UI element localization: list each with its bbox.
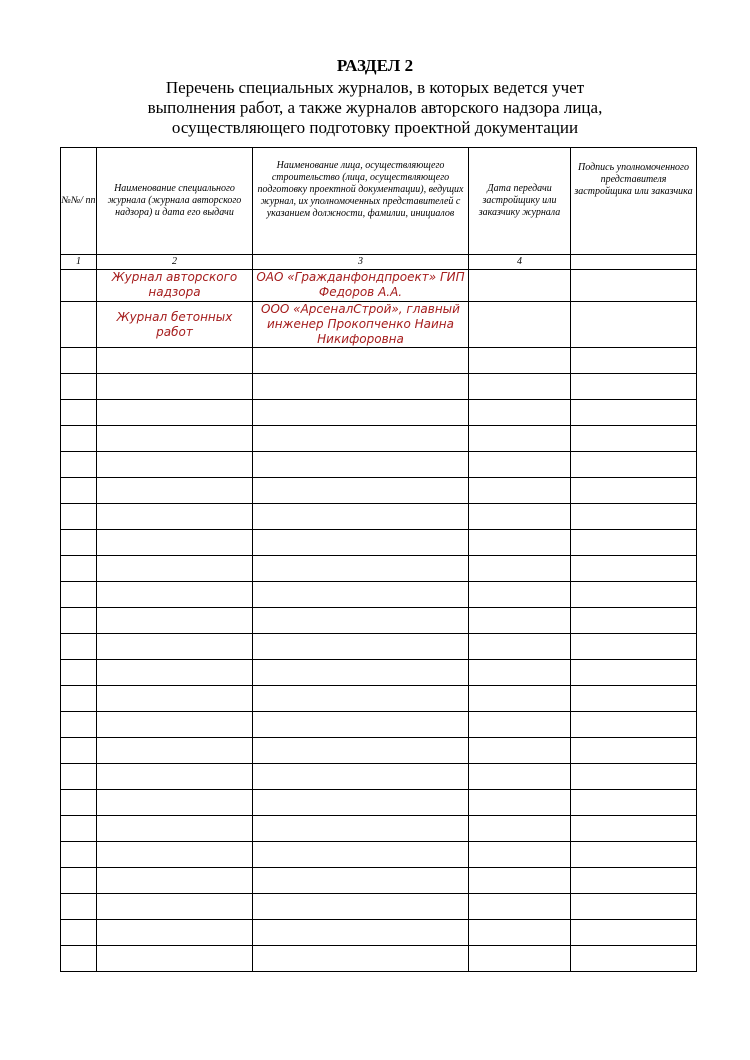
journal-name-cell[interactable]: [97, 790, 253, 816]
transfer-date-cell[interactable]: [469, 894, 571, 920]
signature-cell[interactable]: [571, 400, 697, 426]
journal-name-cell[interactable]: [97, 556, 253, 582]
signature-cell[interactable]: [571, 608, 697, 634]
responsible-person-cell[interactable]: [253, 894, 469, 920]
empty-table-row: [61, 712, 697, 738]
empty-table-row: [61, 374, 697, 400]
signature-cell[interactable]: [571, 686, 697, 712]
responsible-person-cell[interactable]: [253, 504, 469, 530]
header-responsible-person: Наименование лица, осуществляющего строительство (лица, осуществляющего подготовку проектной документации), ведущих журнал, их уполномоченных представителей с указанием должности, фамилии, инициалов: [253, 148, 469, 255]
empty-table-row: [61, 608, 697, 634]
journal-name-cell[interactable]: [97, 400, 253, 426]
empty-table-row: [61, 452, 697, 478]
transfer-date-cell[interactable]: [469, 738, 571, 764]
journal-name-cell[interactable]: [97, 478, 253, 504]
signature-cell[interactable]: [571, 504, 697, 530]
section-title: РАЗДЕЛ 2: [336, 56, 414, 75]
header-number: №№/ пп: [61, 148, 97, 255]
table-header-row: [61, 148, 697, 255]
responsible-person-cell[interactable]: [253, 348, 469, 374]
transfer-date-cell[interactable]: [469, 302, 571, 348]
signature-cell[interactable]: [571, 894, 697, 920]
journal-name-cell[interactable]: [97, 842, 253, 868]
journal-name-cell[interactable]: [97, 920, 253, 946]
number-cell[interactable]: [61, 608, 97, 634]
responsible-person-cell[interactable]: [253, 478, 469, 504]
signature-cell[interactable]: [571, 920, 697, 946]
transfer-date-cell[interactable]: [469, 504, 571, 530]
column-number: 2: [97, 255, 253, 270]
number-cell[interactable]: [61, 582, 97, 608]
header-transfer-date: Дата передачи застройщику или заказчику журнала: [469, 148, 571, 255]
responsible-person-cell[interactable]: [253, 452, 469, 478]
signature-cell[interactable]: [571, 426, 697, 452]
journal-name-cell[interactable]: [97, 426, 253, 452]
journal-name-cell[interactable]: [97, 452, 253, 478]
signature-cell[interactable]: [571, 842, 697, 868]
empty-table-row: [61, 348, 697, 374]
responsible-person-cell[interactable]: [253, 634, 469, 660]
responsible-person-cell[interactable]: [253, 842, 469, 868]
signature-cell[interactable]: [571, 764, 697, 790]
responsible-person-cell[interactable]: [253, 530, 469, 556]
number-cell[interactable]: [61, 738, 97, 764]
signature-cell[interactable]: [571, 712, 697, 738]
number-cell[interactable]: [61, 556, 97, 582]
journal-name-cell[interactable]: [97, 894, 253, 920]
transfer-date-cell[interactable]: [469, 868, 571, 894]
responsible-person-cell[interactable]: [253, 764, 469, 790]
number-cell[interactable]: [61, 894, 97, 920]
transfer-date-cell[interactable]: [469, 452, 571, 478]
empty-table-row: [61, 634, 697, 660]
empty-table-row: [61, 842, 697, 868]
journal-table: [60, 147, 697, 972]
signature-cell[interactable]: [571, 270, 697, 302]
journal-name-cell[interactable]: [97, 712, 253, 738]
journal-name-cell[interactable]: [97, 504, 253, 530]
journal-name-cell[interactable]: [97, 686, 253, 712]
responsible-person-cell[interactable]: [253, 816, 469, 842]
empty-table-row: [61, 400, 697, 426]
empty-table-row: [61, 582, 697, 608]
column-number: 3: [253, 255, 469, 270]
responsible-person-cell[interactable]: [253, 920, 469, 946]
signature-cell[interactable]: [571, 348, 697, 374]
number-cell[interactable]: [61, 348, 97, 374]
signature-cell[interactable]: [571, 452, 697, 478]
number-cell[interactable]: [61, 374, 97, 400]
responsible-person-cell[interactable]: [253, 374, 469, 400]
number-cell[interactable]: [61, 946, 97, 972]
number-cell[interactable]: [61, 634, 97, 660]
empty-table-row: [61, 660, 697, 686]
responsible-person-cell[interactable]: [253, 790, 469, 816]
signature-cell[interactable]: [571, 868, 697, 894]
transfer-date-cell[interactable]: [469, 946, 571, 972]
number-cell[interactable]: [61, 530, 97, 556]
transfer-date-cell[interactable]: [469, 270, 571, 302]
empty-table-row: [61, 920, 697, 946]
signature-cell[interactable]: [571, 374, 697, 400]
transfer-date-cell[interactable]: [469, 426, 571, 452]
number-cell[interactable]: [61, 452, 97, 478]
signature-cell[interactable]: [571, 660, 697, 686]
number-cell[interactable]: [61, 400, 97, 426]
table-cell[interactable]: [61, 302, 97, 348]
document-header: [0, 56, 750, 138]
number-cell[interactable]: [61, 790, 97, 816]
number-cell[interactable]: [61, 764, 97, 790]
empty-table-row: [61, 530, 697, 556]
journal-name-cell[interactable]: [97, 764, 253, 790]
number-cell[interactable]: [61, 686, 97, 712]
column-number: [571, 255, 697, 270]
transfer-date-cell[interactable]: [469, 842, 571, 868]
transfer-date-cell[interactable]: [469, 660, 571, 686]
transfer-date-cell[interactable]: [469, 634, 571, 660]
number-cell[interactable]: [61, 842, 97, 868]
table-row: [61, 302, 697, 348]
transfer-date-cell[interactable]: [469, 374, 571, 400]
empty-table-row: [61, 764, 697, 790]
journal-name-cell[interactable]: Журнал авторского надзора: [97, 270, 253, 302]
empty-table-row: [61, 946, 697, 972]
signature-cell[interactable]: [571, 634, 697, 660]
transfer-date-cell[interactable]: [469, 816, 571, 842]
journal-name-cell[interactable]: [97, 660, 253, 686]
signature-cell[interactable]: [571, 790, 697, 816]
transfer-date-cell[interactable]: [469, 478, 571, 504]
header-signature: Подпись уполномоченного представителя застройщика или заказчика: [571, 148, 697, 255]
journal-name-cell[interactable]: [97, 946, 253, 972]
journal-name-cell[interactable]: [97, 530, 253, 556]
responsible-person-cell[interactable]: [253, 946, 469, 972]
header-journal-name: Наименование специального журнала (журнала авторского надзора) и дата его выдачи: [97, 148, 253, 255]
empty-table-row: [61, 478, 697, 504]
transfer-date-cell[interactable]: [469, 530, 571, 556]
responsible-person-cell[interactable]: [253, 712, 469, 738]
journal-name-cell[interactable]: [97, 868, 253, 894]
signature-cell[interactable]: [571, 946, 697, 972]
table-cell[interactable]: [61, 270, 97, 302]
journal-name-cell[interactable]: [97, 816, 253, 842]
journal-name-cell[interactable]: [97, 608, 253, 634]
journal-name-cell[interactable]: [97, 738, 253, 764]
number-cell[interactable]: [61, 478, 97, 504]
journal-name-cell[interactable]: [97, 374, 253, 400]
table-row: [61, 270, 697, 302]
column-number: 1: [61, 255, 97, 270]
transfer-date-cell[interactable]: [469, 686, 571, 712]
journal-name-cell[interactable]: [97, 348, 253, 374]
column-number-row: [61, 255, 697, 270]
transfer-date-cell[interactable]: [469, 764, 571, 790]
responsible-person-cell[interactable]: [253, 582, 469, 608]
subtitle-line-1: Перечень специальных журналов, в которых ведется учет: [165, 78, 585, 97]
empty-table-row: [61, 426, 697, 452]
number-cell[interactable]: [61, 816, 97, 842]
responsible-person-cell[interactable]: [253, 868, 469, 894]
empty-table-row: [61, 504, 697, 530]
transfer-date-cell[interactable]: [469, 582, 571, 608]
empty-table-row: [61, 894, 697, 920]
journal-name-cell[interactable]: [97, 634, 253, 660]
transfer-date-cell[interactable]: [469, 556, 571, 582]
empty-table-row: [61, 686, 697, 712]
empty-table-row: [61, 556, 697, 582]
number-cell[interactable]: [61, 920, 97, 946]
empty-table-row: [61, 868, 697, 894]
number-cell[interactable]: [61, 868, 97, 894]
journal-name-cell[interactable]: [97, 582, 253, 608]
empty-table-row: [61, 790, 697, 816]
signature-cell[interactable]: [571, 530, 697, 556]
transfer-date-cell[interactable]: [469, 790, 571, 816]
transfer-date-cell[interactable]: [469, 400, 571, 426]
number-cell[interactable]: [61, 504, 97, 530]
responsible-person-cell[interactable]: [253, 660, 469, 686]
responsible-person-cell[interactable]: [253, 686, 469, 712]
number-cell[interactable]: [61, 712, 97, 738]
subtitle-line-2: выполнения работ, а также журналов авторского надзора лица,: [147, 98, 603, 117]
responsible-person-cell[interactable]: [253, 738, 469, 764]
signature-cell[interactable]: [571, 582, 697, 608]
signature-cell[interactable]: [571, 302, 697, 348]
responsible-person-cell[interactable]: ООО «АрсеналСтрой», главный инженер Прокопченко Наина Никифоровна: [253, 302, 469, 348]
column-number: 4: [469, 255, 571, 270]
transfer-date-cell[interactable]: [469, 920, 571, 946]
subtitle-line-3: осуществляющего подготовку проектной документации: [171, 118, 579, 137]
responsible-person-cell[interactable]: [253, 426, 469, 452]
responsible-person-cell[interactable]: [253, 608, 469, 634]
number-cell[interactable]: [61, 426, 97, 452]
signature-cell[interactable]: [571, 738, 697, 764]
signature-cell[interactable]: [571, 816, 697, 842]
responsible-person-cell[interactable]: [253, 556, 469, 582]
transfer-date-cell[interactable]: [469, 348, 571, 374]
empty-table-row: [61, 816, 697, 842]
signature-cell[interactable]: [571, 478, 697, 504]
responsible-person-cell[interactable]: ОАО «Гражданфондпроект» ГИП Федоров А.А.: [253, 270, 469, 302]
signature-cell[interactable]: [571, 556, 697, 582]
responsible-person-cell[interactable]: [253, 400, 469, 426]
transfer-date-cell[interactable]: [469, 608, 571, 634]
journal-name-cell[interactable]: Журнал бетонных работ: [97, 302, 253, 348]
transfer-date-cell[interactable]: [469, 712, 571, 738]
empty-table-row: [61, 738, 697, 764]
number-cell[interactable]: [61, 660, 97, 686]
